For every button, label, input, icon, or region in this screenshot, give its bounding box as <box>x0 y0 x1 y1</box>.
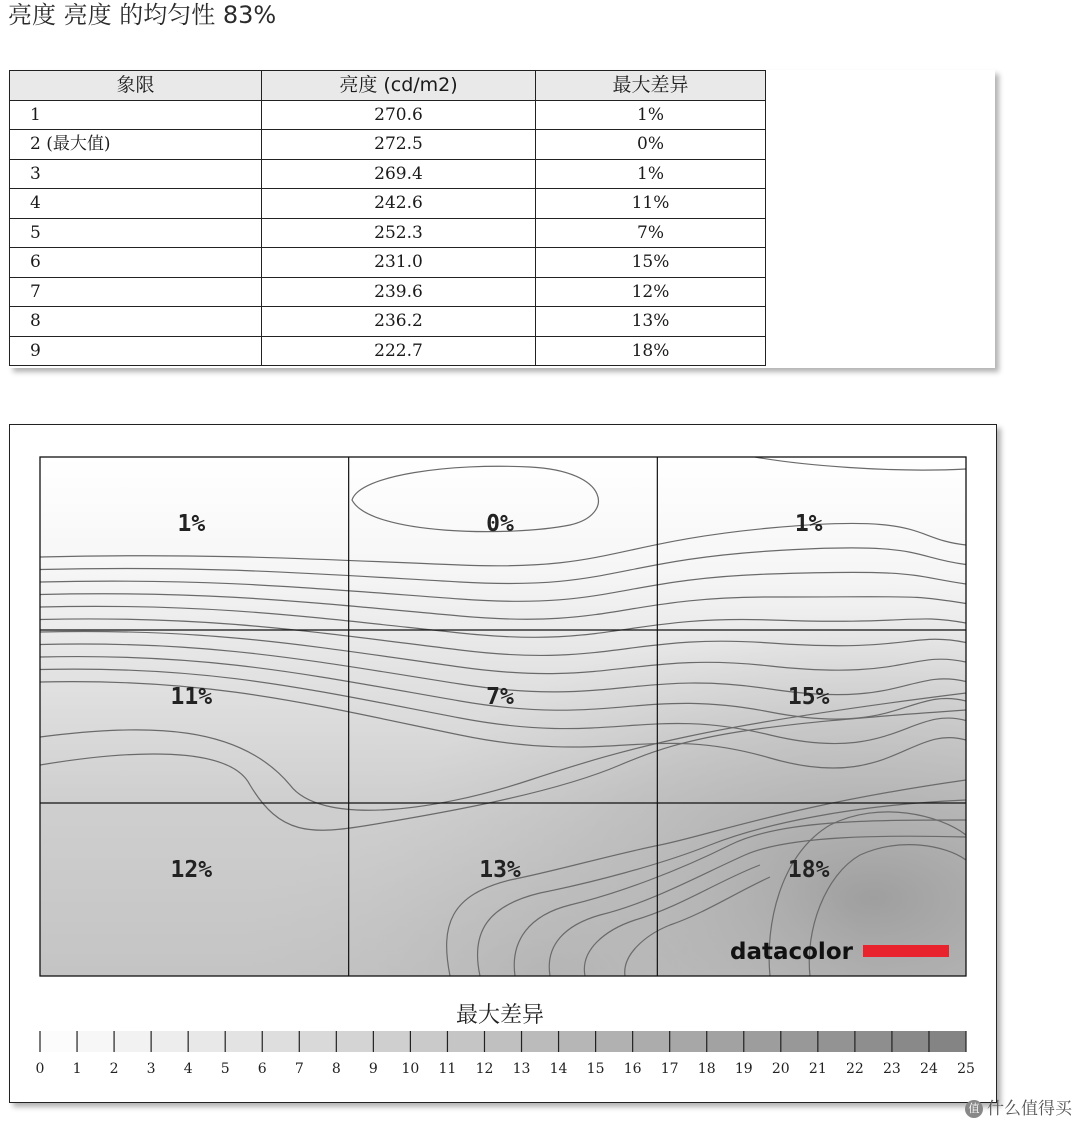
table-row <box>10 130 766 160</box>
quadrant-label: 11% <box>170 684 213 710</box>
legend-tick-label: 24 <box>920 1061 938 1077</box>
legend-tick-label: 6 <box>257 1061 267 1077</box>
cell-luminance: 222.7 <box>262 336 536 366</box>
cell-quadrant: 8 <box>10 307 262 337</box>
legend-scale <box>36 1031 975 1077</box>
legend-tick-label: 9 <box>368 1061 378 1077</box>
cell-luminance: 242.6 <box>262 189 536 219</box>
table-row <box>10 277 766 307</box>
legend-tick-label: 21 <box>808 1061 827 1077</box>
header-max-diff: 最大差异 <box>536 71 766 101</box>
cell-max-diff: 0% <box>536 130 766 160</box>
legend-swatch <box>373 1031 411 1052</box>
table-row <box>10 307 766 337</box>
legend-tick-label: 11 <box>438 1061 457 1077</box>
quadrant-label: 18% <box>787 857 830 883</box>
table-row <box>10 248 766 278</box>
legend-tick-label: 5 <box>220 1061 230 1077</box>
cell-luminance: 231.0 <box>262 248 536 278</box>
legend-swatch <box>781 1031 819 1052</box>
legend-tick-label: 16 <box>623 1061 642 1077</box>
cell-max-diff: 15% <box>536 248 766 278</box>
legend-swatch <box>188 1031 226 1052</box>
legend-swatch <box>40 1031 78 1052</box>
legend-swatch <box>299 1031 337 1052</box>
legend-tick-label: 0 <box>35 1061 45 1077</box>
cell-quadrant: 6 <box>10 248 262 278</box>
legend-title: 最大差异 <box>455 1003 545 1028</box>
quadrant-label: 0% <box>486 511 514 537</box>
legend-swatch <box>670 1031 708 1052</box>
legend-tick-label: 25 <box>957 1061 975 1077</box>
legend-swatch <box>892 1031 930 1052</box>
cell-max-diff: 1% <box>536 100 766 130</box>
quadrant-label: 15% <box>787 684 830 710</box>
table-header-row <box>10 71 766 101</box>
legend-tick-label: 19 <box>734 1061 753 1077</box>
legend-tick-label: 20 <box>771 1061 790 1077</box>
table-row <box>10 100 766 130</box>
cell-max-diff: 12% <box>536 277 766 307</box>
quadrant-label: 7% <box>486 684 514 710</box>
legend-tick-label: 10 <box>401 1061 420 1077</box>
cell-luminance: 239.6 <box>262 277 536 307</box>
legend-tick-label: 17 <box>660 1061 679 1077</box>
legend-tick-label: 12 <box>475 1061 494 1077</box>
legend-tick-label: 2 <box>109 1061 119 1077</box>
legend-swatch <box>484 1031 522 1052</box>
legend-swatch <box>559 1031 597 1052</box>
legend-tick-label: 22 <box>845 1061 864 1077</box>
legend-swatch <box>929 1031 967 1052</box>
table-row <box>10 218 766 248</box>
legend-swatch <box>225 1031 263 1052</box>
watermark-text: 什么值得买 <box>987 1099 1072 1119</box>
header-luminance: 亮度 (cd/m2) <box>262 71 536 101</box>
legend-tick-label: 1 <box>72 1061 82 1077</box>
header-quadrant: 象限 <box>10 71 262 101</box>
cell-luminance: 236.2 <box>262 307 536 337</box>
legend-swatch <box>336 1031 374 1052</box>
legend-swatch <box>410 1031 448 1052</box>
quadrant-label: 1% <box>794 511 823 537</box>
legend-tick-label: 13 <box>512 1061 531 1077</box>
legend-tick-label: 7 <box>294 1061 304 1077</box>
cell-luminance: 270.6 <box>262 100 536 130</box>
cell-quadrant: 9 <box>10 336 262 366</box>
table-row <box>10 189 766 219</box>
legend-swatch <box>744 1031 782 1052</box>
legend-tick-label: 14 <box>549 1061 568 1077</box>
cell-quadrant: 5 <box>10 218 262 248</box>
legend-swatch <box>707 1031 745 1052</box>
svg-text:datacolor: datacolor <box>730 939 853 965</box>
legend-swatch <box>633 1031 671 1052</box>
cell-max-diff: 1% <box>536 159 766 189</box>
cell-max-diff: 11% <box>536 189 766 219</box>
cell-quadrant: 3 <box>10 159 262 189</box>
legend-swatch <box>596 1031 634 1052</box>
quadrant-label: 1% <box>177 511 206 537</box>
cell-luminance: 269.4 <box>262 159 536 189</box>
cell-luminance: 272.5 <box>262 130 536 160</box>
legend-swatch <box>151 1031 189 1052</box>
cell-quadrant: 1 <box>10 100 262 130</box>
legend-tick-label: 3 <box>146 1061 156 1077</box>
legend-swatch <box>114 1031 152 1052</box>
table-row <box>10 159 766 189</box>
legend-tick-label: 23 <box>883 1061 901 1077</box>
legend-tick-label: 8 <box>331 1061 341 1077</box>
cell-quadrant: 2 (最大值) <box>10 130 262 160</box>
cell-quadrant: 4 <box>10 189 262 219</box>
watermark <box>965 1094 1072 1119</box>
watermark-logo-icon: 值 <box>965 1100 983 1118</box>
legend-swatch <box>262 1031 300 1052</box>
datacolor-red-bar <box>863 945 949 957</box>
legend-swatch <box>522 1031 560 1052</box>
cell-max-diff: 18% <box>536 336 766 366</box>
uniformity-chart-panel <box>9 424 997 1103</box>
cell-max-diff: 13% <box>536 307 766 337</box>
quadrant-label: 13% <box>479 857 521 883</box>
quadrant-label: 12% <box>170 857 213 883</box>
cell-max-diff: 7% <box>536 218 766 248</box>
luminance-table-panel <box>9 70 995 368</box>
legend-swatch <box>447 1031 485 1052</box>
legend-swatch <box>77 1031 115 1052</box>
legend-tick-label: 4 <box>183 1061 193 1077</box>
luminance-table <box>9 70 766 366</box>
page-title: 亮度 亮度 的均匀性 83% <box>8 1 277 29</box>
legend-tick-label: 15 <box>586 1061 605 1077</box>
legend-swatch <box>855 1031 893 1052</box>
table-row <box>10 336 766 366</box>
legend-swatch <box>818 1031 856 1052</box>
cell-quadrant: 7 <box>10 277 262 307</box>
cell-luminance: 252.3 <box>262 218 536 248</box>
uniformity-heatmap <box>10 425 996 1102</box>
legend-tick-label: 18 <box>697 1061 716 1077</box>
